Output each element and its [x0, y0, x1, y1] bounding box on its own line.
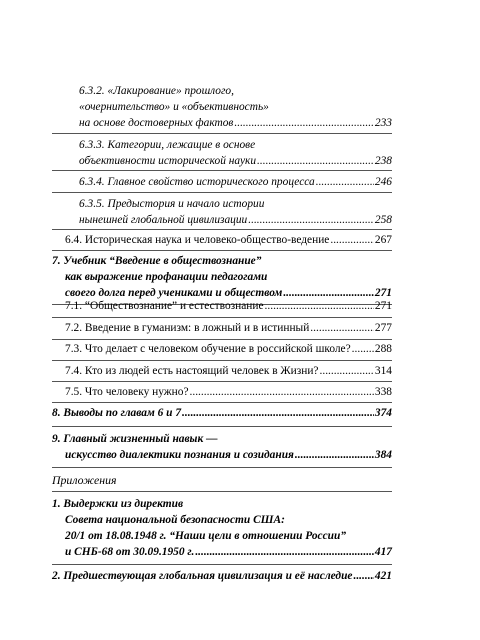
divider — [52, 426, 392, 427]
dot-leader — [265, 298, 374, 314]
toc-entry-text: 7.1. “Обществознание” и естествознание — [65, 300, 264, 312]
toc-entry-text: и СНБ-68 от 30.09.1950 г. — [65, 546, 195, 558]
toc-entry-text: 7.5. Что человеку нужно? — [65, 386, 189, 398]
page-number: 233 — [374, 117, 392, 129]
toc-entry-text: 2. Предшествующая глобальная цивилизация и её наследие — [52, 570, 353, 582]
toc-entry-line: 20/1 от 18.08.1948 г. “Наши цели в отношении России” — [65, 530, 347, 542]
toc-entry-last-line — [65, 298, 392, 314]
toc-entry-appendix-1[interactable] — [52, 496, 392, 560]
toc-entry-line: 6.3.5. Предыстория и начало истории — [79, 198, 265, 210]
toc-entry-text: 6.4. Историческая наука и человеко-общество-ведение — [65, 234, 330, 246]
toc-entry-last-line — [52, 568, 392, 584]
toc-entry-6-3-5[interactable] — [79, 196, 392, 228]
toc-entry-8[interactable] — [52, 405, 392, 421]
toc-entry-last-line — [65, 341, 392, 357]
toc-entry-appendix-2[interactable] — [52, 568, 392, 584]
toc-entry-text: нынешней глобальной цивилизации — [79, 214, 248, 226]
toc-entry-last-line — [65, 384, 392, 400]
toc-entry-last-line — [65, 320, 392, 336]
toc-entry-text: 7.3. Что делает с человеком обучение в российской школе? — [65, 343, 351, 355]
toc-entry-6-4[interactable] — [65, 232, 392, 248]
dot-leader — [310, 320, 374, 336]
toc-entry-last-line — [65, 363, 392, 379]
toc-entry-9[interactable] — [52, 431, 392, 463]
page-number: 246 — [374, 176, 392, 188]
page-number: 338 — [374, 386, 392, 398]
toc-entry-last-line — [79, 115, 392, 131]
toc-entry-text: 8. Выводы по главам 6 и 7 — [52, 407, 182, 419]
toc-entry-6-3-4[interactable] — [79, 174, 392, 190]
toc-entry-line: 1. Выдержки из директив — [52, 498, 184, 510]
toc-entry-line: 6.3.3. Категории, лежащие в основе — [79, 139, 256, 151]
divider — [52, 229, 392, 230]
toc-entry-line: 9. Главный жизненный навык — — [52, 433, 218, 445]
page-number: 384 — [374, 449, 392, 461]
toc-entry-last-line — [52, 544, 392, 560]
toc-entry-6-3-3[interactable] — [79, 137, 392, 169]
page-number: 277 — [374, 322, 392, 334]
toc-entry-text: 7.2. Введение в гуманизм: в ложный и в истинный — [65, 322, 310, 334]
divider — [52, 133, 392, 134]
divider — [52, 339, 392, 340]
toc-entry-line: как выражение профанации педагогами — [65, 271, 268, 283]
toc-entry-7-1[interactable] — [65, 298, 392, 314]
toc-entry-last-line — [52, 405, 392, 421]
page-number: 374 — [374, 407, 392, 419]
divider — [52, 192, 392, 193]
toc-entry-last-line — [79, 212, 392, 228]
page-number: 271 — [374, 300, 392, 312]
toc-entry-text: на основе достоверных фактов — [79, 117, 234, 129]
toc-entry-line: «очернительство» и «объективность» — [79, 101, 269, 113]
dot-leader — [330, 232, 374, 248]
divider — [52, 360, 392, 361]
dot-leader — [234, 115, 374, 131]
toc-entry-6-3-2[interactable] — [79, 83, 392, 131]
toc-entry-last-line — [79, 174, 392, 190]
toc-entry-line: 6.3.2. «Лакирование» прошлого, — [79, 85, 234, 97]
toc-entry-text: искусство диалектики познания и созидания — [65, 449, 294, 461]
dot-leader — [248, 212, 374, 228]
page-number: 258 — [374, 214, 392, 226]
divider — [52, 381, 392, 382]
appendix-heading: Приложения — [52, 473, 117, 487]
toc-entry-7-2[interactable] — [65, 320, 392, 336]
toc-entry-7-4[interactable] — [65, 363, 392, 379]
page-number: 417 — [374, 546, 392, 558]
toc-entry-7-5[interactable] — [65, 384, 392, 400]
divider — [52, 402, 392, 403]
toc-entry-last-line — [65, 232, 392, 248]
toc-entry-7[interactable] — [52, 253, 392, 301]
page-number: 421 — [374, 570, 392, 582]
dot-leader — [195, 544, 374, 560]
page-number: 271 — [374, 287, 392, 299]
dot-leader — [320, 363, 374, 379]
dot-leader — [190, 384, 374, 400]
dot-leader — [257, 153, 374, 169]
dot-leader — [353, 568, 373, 584]
toc-entry-7-3[interactable] — [65, 341, 392, 357]
page-number: 238 — [374, 155, 392, 167]
toc-entry-text: своего долга перед учениками и обществом — [65, 287, 283, 299]
divider — [52, 467, 392, 468]
toc-entry-line: 7. Учебник “Введение в обществознание” — [52, 255, 262, 267]
toc-entry-text: 6.3.4. Главное свойство исторического процесса — [79, 176, 315, 188]
dot-leader — [316, 174, 374, 190]
page-number: 288 — [374, 343, 392, 355]
divider — [52, 564, 392, 565]
divider — [52, 317, 392, 318]
toc-entry-text: 7.4. Кто из людей есть настоящий человек в Жизни? — [65, 365, 319, 377]
toc-entry-last-line — [52, 447, 392, 463]
toc-entry-line: Совета национальной безопасности США: — [65, 514, 285, 526]
toc-entry-last-line — [79, 153, 392, 169]
toc-entry-text: объективности исторической науки — [79, 155, 257, 167]
divider — [52, 170, 392, 171]
divider — [52, 250, 392, 251]
page-number: 267 — [374, 234, 392, 246]
divider — [52, 491, 392, 492]
dot-leader — [352, 341, 374, 357]
dot-leader — [295, 447, 374, 463]
dot-leader — [182, 405, 374, 421]
page-number: 314 — [374, 365, 392, 377]
